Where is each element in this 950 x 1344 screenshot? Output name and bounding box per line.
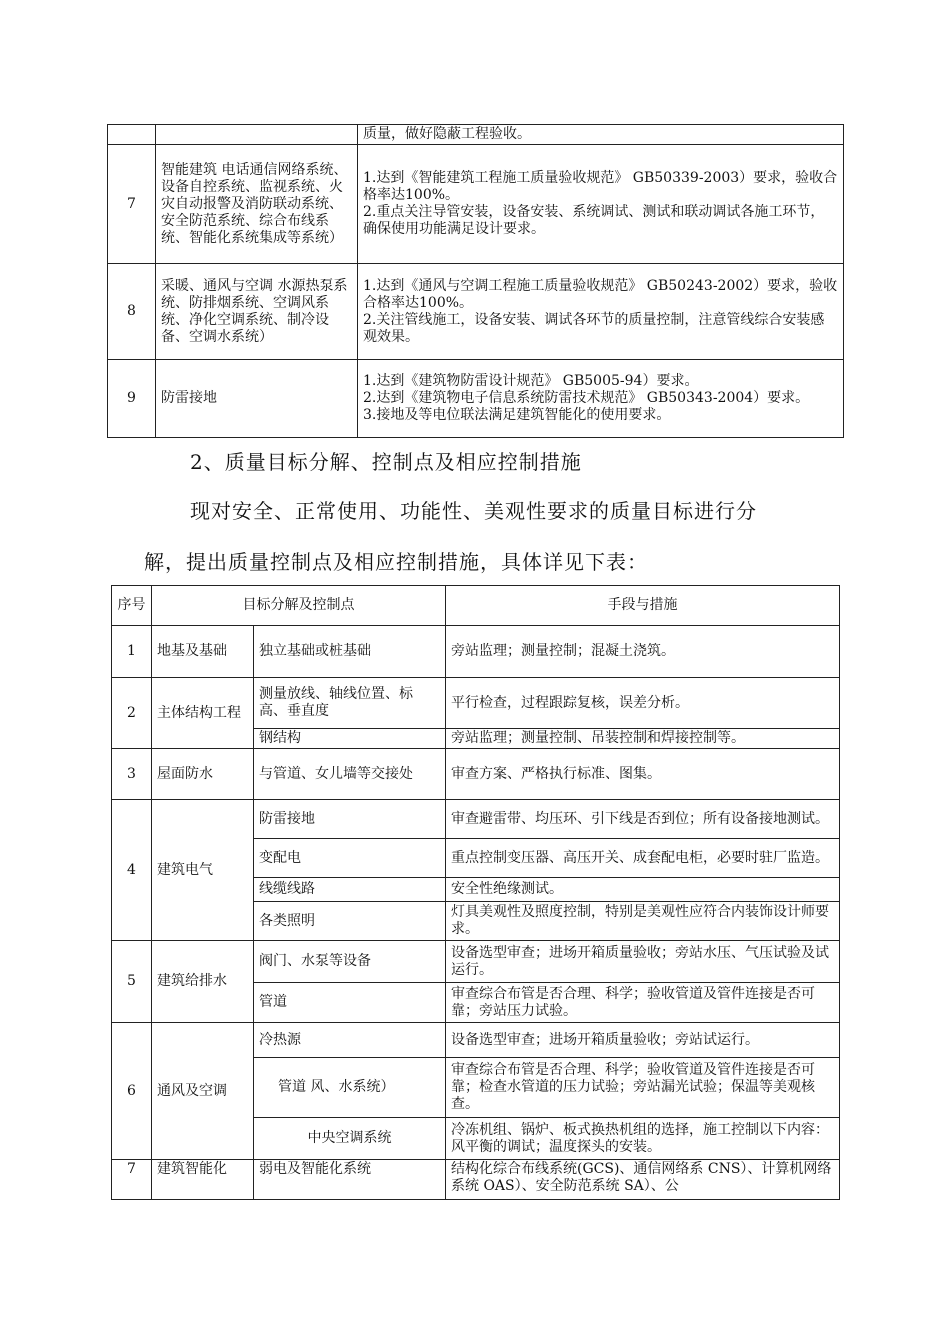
control-point: 管道	[254, 983, 446, 1023]
group-name: 地基及基础	[152, 626, 254, 678]
measure: 重点控制变压器、高压开关、成套配电柜，必要时驻厂监造。	[446, 839, 840, 878]
item-cell: 采暖、通风与空调 水源热泵系统、防排烟系统、空调风系统、净化空调系统、制冷设备、空调水系统）	[156, 264, 358, 360]
measure: 冷冻机组、锅炉、板式换热机组的选择，施工控制以下内容：风平衡的调试；温度探头的安装。	[446, 1118, 840, 1160]
control-point: 独立基础或桩基础	[254, 626, 446, 678]
requirement-line: 2.达到《建筑物电子信息系统防雷技术规范》 GB50343-2004）要求。	[363, 390, 810, 406]
measure: 旁站监理；测量控制；混凝土浇筑。	[446, 626, 840, 678]
row-number: 9	[108, 360, 156, 438]
measure: 结构化综合布线系统(GCS)、通信网络系 CNS）、计算机网络系统 OAS）、安全防范系统 SA）、公	[446, 1160, 840, 1200]
group-number: 2	[112, 678, 152, 749]
control-point: 中央空调系统	[254, 1118, 446, 1160]
control-point: 各类照明	[254, 902, 446, 941]
group-number: 1	[112, 626, 152, 678]
table-row	[112, 941, 840, 983]
group-number: 5	[112, 941, 152, 1023]
table-row	[108, 145, 844, 264]
measure: 设备选型审查；进场开箱质量验收；旁站水压、气压试验及试运行。	[446, 941, 840, 983]
measure: 设备选型审查；进场开箱质量验收；旁站试运行。	[446, 1023, 840, 1058]
requirement-line: 3.接地及等电位联法满足建筑智能化的使用要求。	[363, 407, 671, 423]
requirement-cell	[358, 360, 844, 438]
item-cell: 防雷接地	[156, 360, 358, 438]
group-name: 建筑给排水	[152, 941, 254, 1023]
header-target: 目标分解及控制点	[152, 586, 446, 626]
header-row	[112, 586, 840, 626]
control-point: 与管道、女儿墙等交接处	[254, 749, 446, 800]
table-row	[112, 678, 840, 729]
row-number	[108, 125, 156, 145]
group-number: 6	[112, 1023, 152, 1160]
requirement-line: 1.达到《智能建筑工程施工质量验收规范》 GB50339-2003）要求，验收合格率达100%。	[363, 170, 838, 203]
requirement-cell	[358, 264, 844, 360]
header-number: 序号	[112, 586, 152, 626]
control-point: 钢结构	[254, 729, 446, 749]
requirement-line: 1.达到《通风与空调工程施工质量验收规范》 GB50243-2002）要求，验收合格率达100%。	[363, 277, 838, 311]
requirement-cell	[358, 125, 844, 145]
measure: 安全性绝缘测试。	[446, 878, 840, 902]
group-name: 建筑电气	[152, 800, 254, 941]
paragraph-line: 解，提出质量控制点及相应控制措施，具体详见下表：	[144, 550, 648, 574]
control-point: 阀门、水泵等设备	[254, 941, 446, 983]
table-row	[112, 1160, 840, 1200]
header-measure: 手段与措施	[446, 586, 840, 626]
measure: 灯具美观性及照度控制，特别是美观性应符合内装饰设计师要求。	[446, 902, 840, 941]
requirement-line: 1.达到《建筑物防雷设计规范》 GB5005-94）要求。	[363, 373, 699, 389]
group-name: 建筑智能化	[152, 1160, 254, 1200]
group-name: 主体结构工程	[152, 678, 254, 749]
table-row	[112, 626, 840, 678]
measure: 平行检查，过程跟踪复核，误差分析。	[446, 678, 840, 729]
measure: 审查综合布管是否合理、科学；验收管道及管件连接是否可靠；旁站压力试验。	[446, 983, 840, 1023]
table-row	[112, 1023, 840, 1058]
measure: 审查方案、严格执行标准、图集。	[446, 749, 840, 800]
group-number: 3	[112, 749, 152, 800]
measure: 旁站监理；测量控制、吊装控制和焊接控制等。	[446, 729, 840, 749]
table-row	[108, 360, 844, 438]
item-cell: 智能建筑 电话通信网络系统、设备自控系统、监视系统、火灾自动报警及消防联动系统、安全防范系统、综合布线系统、智能化系统集成等系统）	[156, 145, 358, 264]
control-point: 弱电及智能化系统	[254, 1160, 446, 1200]
group-name: 通风及空调	[152, 1023, 254, 1160]
row-number: 8	[108, 264, 156, 360]
quality-control-points-table	[111, 585, 840, 1200]
paragraph-line: 现对安全、正常使用、功能性、美观性要求的质量目标进行分	[190, 499, 757, 523]
section-heading: 2、质量目标分解、控制点及相应控制措施	[190, 450, 582, 474]
table-row	[108, 264, 844, 360]
group-number: 4	[112, 800, 152, 941]
requirement-line: 质量，做好隐蔽工程验收。	[363, 126, 531, 142]
item-cell	[156, 125, 358, 145]
requirement-line: 2.关注管线施工，设备安装、调试各环节的质量控制，注意管线综合安装感观效果。	[363, 311, 825, 345]
quality-requirements-table	[107, 124, 844, 438]
control-point: 测量放线、轴线位置、标高、垂直度	[254, 678, 446, 729]
control-point: 防雷接地	[254, 800, 446, 839]
group-number: 7	[112, 1160, 152, 1200]
table-row	[112, 800, 840, 839]
control-point: 线缆线路	[254, 878, 446, 902]
control-point: 变配电	[254, 839, 446, 878]
measure: 审查避雷带、均压环、引下线是否到位；所有设备接地测试。	[446, 800, 840, 839]
table-row	[108, 125, 844, 145]
control-point: 管道 风、水系统）	[254, 1058, 446, 1118]
requirement-cell	[358, 145, 844, 264]
group-name: 屋面防水	[152, 749, 254, 800]
requirement-line: 2.重点关注导管安装，设备安装、系统调试、测试和联动调试各施工环节，确保使用功能满足设计要求。	[363, 204, 825, 237]
measure: 审查综合布管是否合理、科学；验收管道及管件连接是否可靠；检查水管道的压力试验；旁站漏光试验；保温等美观核查。	[446, 1058, 840, 1118]
table-row	[112, 749, 840, 800]
control-point: 冷热源	[254, 1023, 446, 1058]
row-number: 7	[108, 145, 156, 264]
